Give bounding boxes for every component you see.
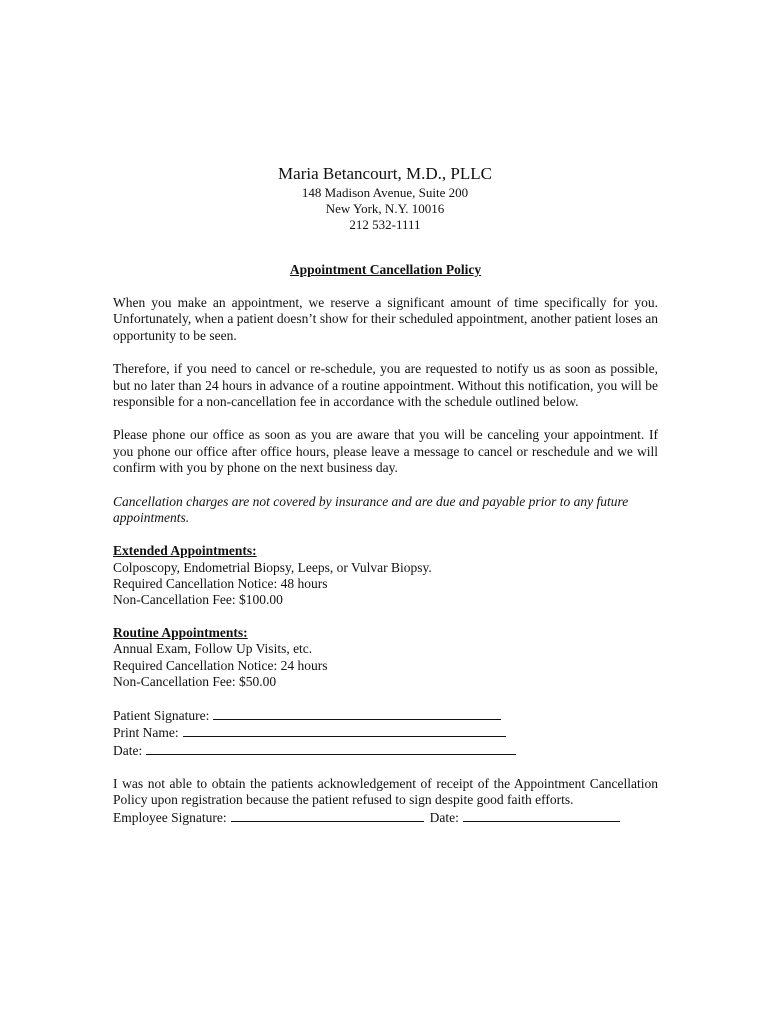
paragraph-insurance: Cancellation charges are not covered by insurance and are due and payable prior to any future appointments. [113, 493, 629, 526]
paragraph-phone: Please phone our office as soon as you are aware that you will be canceling your appointment. If you phone our office after office hours, please leave a message to cancel or reschedule and we will confirm with you by phone on the next business day. [113, 427, 658, 476]
employee-date-line[interactable] [463, 809, 620, 822]
routine-heading: Routine Appointments: [113, 625, 248, 641]
employee-signature-line[interactable] [231, 809, 424, 822]
patient-signature-line[interactable] [213, 707, 501, 720]
extended-procedures: Colposcopy, Endometrial Biopsy, Leeps, or Vulvar Biopsy. [113, 559, 432, 575]
patient-signature-label: Patient Signature: [113, 708, 210, 724]
patient-signature-block [113, 707, 658, 759]
extended-fee: Non-Cancellation Fee: $100.00 [113, 592, 283, 608]
extended-appointments-section [113, 543, 658, 608]
employee-signature-row [113, 809, 658, 826]
routine-fee: Non-Cancellation Fee: $50.00 [113, 673, 277, 689]
print-name-row [113, 724, 658, 741]
document-body [113, 262, 658, 826]
print-name-label: Print Name: [113, 725, 179, 741]
practice-name: Maria Betancourt, M.D., PLLC [278, 164, 492, 183]
letterhead [0, 163, 770, 233]
patient-signature-row [113, 707, 658, 724]
print-name-line[interactable] [183, 724, 506, 737]
patient-date-label: Date: [113, 742, 143, 758]
routine-notice: Required Cancellation Notice: 24 hours [113, 657, 328, 673]
acknowledgement-text: I was not able to obtain the patients acknowledgement of receipt of the Appointment Cancellation Policy upon registration because the patient refused to sign despite good faith efforts. [113, 775, 658, 808]
patient-date-line[interactable] [146, 742, 516, 755]
document-title: Appointment Cancellation Policy [289, 262, 482, 277]
patient-date-row [113, 742, 658, 759]
routine-procedures: Annual Exam, Follow Up Visits, etc. [113, 641, 313, 657]
acknowledgement-block [113, 776, 658, 826]
routine-appointments-section [113, 625, 658, 690]
extended-heading: Extended Appointments: [113, 543, 257, 559]
address-line-2: New York, N.Y. 10016 [325, 201, 445, 216]
employee-signature-label: Employee Signature: [113, 809, 227, 825]
paragraph-notice: Therefore, if you need to cancel or re-schedule, you are requested to notify us as soon as possible, but no later than 24 hours in advance of a routine appointment. Without this notification, you will be responsible for a non-cancellation fee in accordance with the schedule outlined below. [113, 361, 658, 410]
paragraph-reservation: When you make an appointment, we reserve a significant amount of time specifically for you. Unfortunately, when a patient doesn’t show for their scheduled appointment, another patient loses an opportunity to be seen. [113, 295, 658, 343]
phone-number: 212 532-1111 [349, 217, 421, 232]
employee-date-label: Date: [429, 809, 459, 825]
extended-notice: Required Cancellation Notice: 48 hours [113, 575, 328, 591]
address-line-1: 148 Madison Avenue, Suite 200 [301, 185, 469, 200]
